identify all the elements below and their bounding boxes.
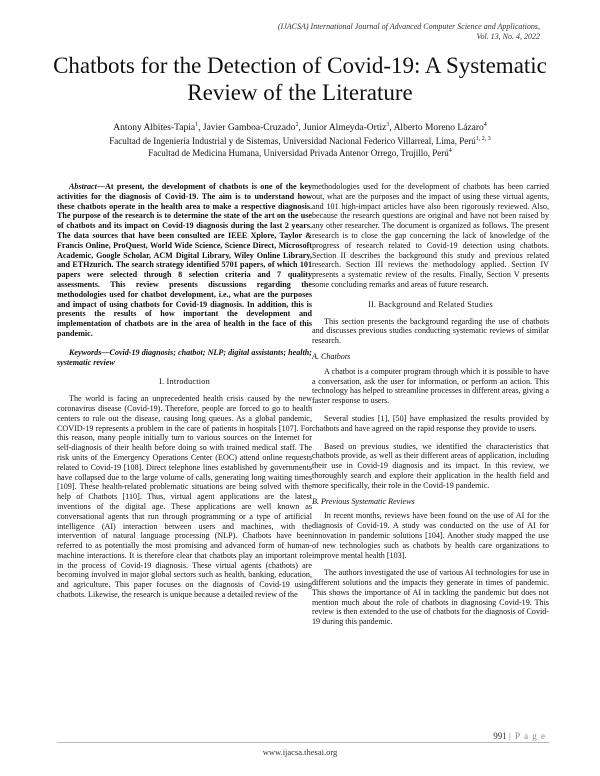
paper-title-line2: Review of the Literature [187,80,413,105]
page-number [493,731,546,741]
affiliation-2-text: Facultad de Medicina Humana, Universidad Privada Antenor Orrego, Trujillo, Perú [148,148,449,158]
previous-reviews-paragraph-2: The authors investigated the use of various AI technologies for use in different solutions and the impacts they generate in times of pandemic. This shows the importance of AI in tackling the pandemic but does not mention much about the role of chatbots in diagnosing Covid-19. This review is then extended to the use of chatbots for the diagnosis of Covid-19 during this pandemic. [312,568,549,627]
affiliation-1 [30,136,570,147]
page-label: | P a g e [509,731,546,741]
journal-header-line2: Vol. 13, No. 4, 2022 [476,32,540,41]
author-name: Javier Gamboa-Cruzado [202,123,296,133]
author-affil-mark: 3 [386,121,390,128]
affiliation-1-mark: 1, 2, 3 [475,136,491,142]
subsection-heading-chatbots: A. Chatbots [312,351,351,361]
background-paragraph: This section presents the background regarding the use of chatbots and discusses previous studies conducting systematic reviews of similar research. [312,316,549,346]
previous-reviews-paragraph-1: In recent months, reviews have been found on the use of AI for the diagnosis of Covid-19. A study was conducted on the use of AI for innovation in pandemic solutions [104]. Another study mapped the use of new technologies such as chatbots by health care organizations to improve mental health [103]. [312,511,549,560]
author-affil-mark: 2 [295,121,299,128]
footer-divider [57,742,549,743]
author-name: Antony Albites-Tapia [113,123,196,133]
author-name: Alberto Moreno Lázaro [393,123,484,133]
right-column [312,182,549,627]
journal-url: www.ijacsa.thesai.org [262,747,338,757]
chatbots-paragraph-2: Several studies [1], [50] have emphasized the results provided by chatbots and have agreed on the rapid response they provide to users. [312,413,549,433]
section-heading-introduction: I. Introduction [159,377,210,387]
page-number-value: 991 [493,731,507,741]
subsection-heading-previous-reviews: B. Previous Systematic Reviews [312,496,415,506]
affiliation-2 [30,148,570,159]
journal-header [140,22,540,42]
left-column [57,182,312,600]
introduction-paragraph-continued: methodologies used for the development of chatbots has been carried out, what are the purposes and the impact of using these virtual agents, and 101 high-impact articles have also been rigorously reviewed. Also, because the research questions are original and have not been raised by any other researcher. The document is organized as follows. The present research is to close the gap concerning the lack of knowledge of the progress of research related to Covid-19 detection using chatbots. Section II describes the background this study and previous related research. Section III reviews the methodology applied. Section IV presents a systematic review of the results. Finally, Section V presents some concluding remarks and areas of future research. [312,182,549,289]
paper-title-line1: Chatbots for the Detection of Covid-19: A Systematic [53,53,547,78]
chatbots-paragraph-3: Based on previous studies, we identified the characteristics that chatbots provide, as well as their different areas of application, including their use in Covid-19 diagnosis and its impact. In this review, we thoroughly search and explore their application in the health field and more specifically, their role in the Covid-19 pandemic. [312,441,549,490]
author-affil-mark: 4 [483,121,487,128]
introduction-paragraph: The world is facing an unprecedented health crisis caused by the new coronavirus disease (Covid-19). Therefore, people are forced to go to health centers to rule out the disease, causing long queues. As a global pandemic, COVID-19 represents a problem in the care of patients in hospitals [107]. For this reason, many people initially turn to various sources on the Internet for self-diagnosis of their health before doing so with trained medical staff. The risk units of the Emergency Operations Center (EOC) attend online requests related to Covid-19 [108]. Direct telephone lines established by governments have collapsed due to the large volume of calls, generating long waiting times [109]. These health-related problematic situations are being solved with the help of Chatbots [110]. Thus, virtual agent applications are the latest inventions of the digital age. These applications are well known as conversational agents that run through programming or a type of artificial intelligence (AI) interaction between users and machines, with the intervention of natural language processing (NLP). Chatbots have been referred to as potentially the most promising and advanced form of human-machine interactions. It is therefore clear that chatbots play an important role in the process of Covid-19 diagnosis. These virtual agents (chatbots) are becoming involved in major global sectors such as health, banking, education, and agriculture. This paper focuses on the diagnosis of Covid-19 using chatbots. Likewise, the research is unique because a detailed review of the [57,394,312,600]
abstract [57,182,312,339]
paper-title [30,52,570,106]
section-heading-background: II. Background and Related Studies [367,299,493,309]
author-name: Junior Almeyda-Ortiz [303,123,387,133]
author-affil-mark: 1 [195,121,199,128]
abstract-lead: Abstract [69,182,97,191]
chatbots-paragraph-1: A chatbot is a computer program through which it is possible to have a conversation, ask the user for information, or perform an action. This technology has helped to streamline processes in different areas, giving a faster response to users. [312,366,549,406]
journal-header-line1: (IJACSA) International Journal of Advanced Computer Science and Applications, [277,22,540,31]
abstract-text: —At present, the development of chatbots is one of the key activities for the diagnosis of Covid-19. The aim is to understand how these chatbots operate in the health area to make a respective diagnosis. The purpose of the research is to determine the state of the art on the use of chatbots and its impact on Covid-19 diagnosis during the last 2 years. The data sources that have been consulted are IEEE Xplore, Taylor & Francis Online, ProQuest, World Wide Science, Science Direct, Microsoft Academic, Google Scholar, ACM Digital Library, Wiley Online Library, and ETHzurich. The search strategy identified 5701 papers, of which 101 papers were selected through 8 selection criteria and 7 quality assessments. This review presents discussions regarding the methodologies used for chatbot development, i.e., what are the purposes and impact of using chatbots for Covid-19 diagnosis. In addition, this is presents the results of how important the development and implementation of chatbots are in the area of health in the face of this pandemic. [57,182,312,338]
author-list: Antony Albites-Tapia$^1$, Javier Gamboa-Cruzado$^2$, Junior Almeyda-Ortiz$^3$, Alberto Moreno Lázaro$^4$ [113,121,487,133]
affiliation-1-text: Facultad de Ingeniería Industrial y de Sistemas, Universidad Nacional Federico Villarreal, Lima, Perú [109,136,476,146]
keywords: Keywords—Covid-19 diagnosis; chatbot; NLP; digital assistants; health; systematic review [57,347,312,367]
affiliation-2-mark: 4 [448,148,452,154]
